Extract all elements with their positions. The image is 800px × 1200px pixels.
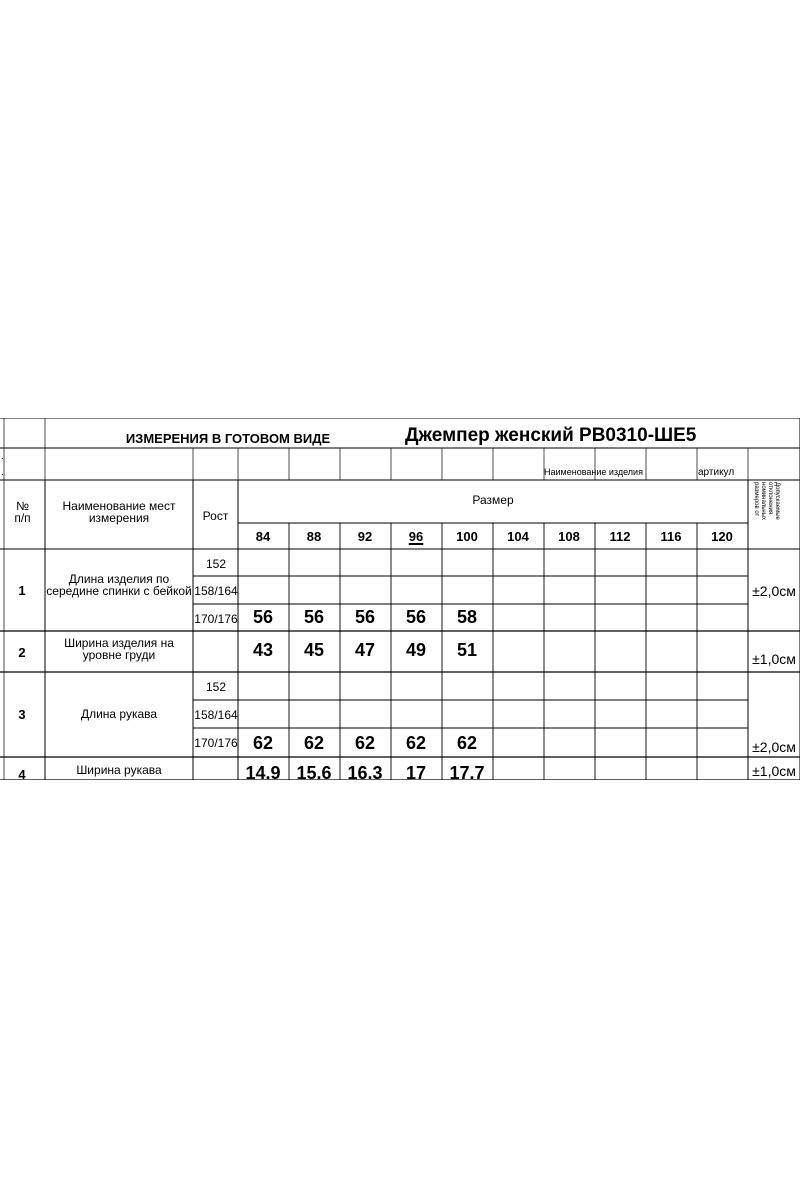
value-cell: 15.6 <box>296 763 332 780</box>
product-name-label: Наименование изделия <box>544 467 643 477</box>
sheet-caption: ИЗМЕРЕНИЯ В ГОТОВОМ ВИДЕ <box>125 431 331 446</box>
size-header-100: 100 <box>456 529 478 544</box>
value-cell: 62 <box>456 733 478 753</box>
value-cell: 49 <box>405 640 427 660</box>
value-cell: 62 <box>354 733 376 753</box>
size-header-112: 112 <box>609 529 631 544</box>
size-header-88: 88 <box>306 529 322 544</box>
dot-marker-1: . <box>1 451 4 461</box>
tolerance-cell: ±2,0см <box>752 583 796 599</box>
value-cell: 56 <box>354 607 376 627</box>
row-number: 3 <box>18 707 26 722</box>
value-cell: 14.9 <box>245 763 281 780</box>
height-cell: 152 <box>205 557 227 571</box>
value-cell: 47 <box>354 640 376 660</box>
size-header-84: 84 <box>255 529 271 544</box>
row-number: 2 <box>18 645 26 660</box>
product-title: Джемпер женский PB0310-ШЕ5 <box>405 425 697 446</box>
height-cell: 170/176 <box>194 736 238 750</box>
size-header-92: 92 <box>357 529 373 544</box>
tolerance-cell: ±2,0см <box>752 739 796 755</box>
row-number: 1 <box>18 583 26 598</box>
measurement-name: Длина рукава <box>80 707 158 721</box>
header-tolerance: Допускаемые отклонения номинальных размеров от <box>753 482 780 521</box>
header-height: Рост <box>202 509 229 523</box>
tolerance-cell: ±1,0см <box>752 651 796 667</box>
value-cell: 56 <box>303 607 325 627</box>
value-cell: 43 <box>252 640 274 660</box>
value-cell: 56 <box>252 607 274 627</box>
header-size: Размер <box>472 493 514 507</box>
table-grid <box>0 418 800 780</box>
row-number: 4 <box>18 767 26 780</box>
value-cell: 62 <box>303 733 325 753</box>
height-cell: 158/164 <box>194 584 238 598</box>
size-header-96: 96 <box>408 529 424 544</box>
size-header-108: 108 <box>558 529 580 544</box>
height-cell: 170/176 <box>194 612 238 626</box>
size-header-120: 120 <box>711 529 733 544</box>
header-number: № п/п <box>14 499 31 525</box>
value-cell: 17.7 <box>449 763 485 780</box>
size-header-116: 116 <box>660 529 682 544</box>
height-cell: 158/164 <box>194 708 238 722</box>
value-cell: 62 <box>252 733 274 753</box>
header-measure-name: Наименование мест измерения <box>62 499 176 525</box>
value-cell: 62 <box>405 733 427 753</box>
value-cell: 17 <box>405 763 427 780</box>
measurement-name: Ширина изделия на уровне груди <box>64 636 174 662</box>
dot-marker-2: . <box>1 467 4 477</box>
height-cell: 152 <box>205 680 227 694</box>
value-cell: 56 <box>405 607 427 627</box>
measurement-name: Ширина рукава <box>76 763 162 777</box>
value-cell: 45 <box>303 640 325 660</box>
size-header-104: 104 <box>507 529 529 544</box>
measurement-name: Длина изделия по середине спинки с бейкой <box>46 572 192 598</box>
value-cell: 16.3 <box>347 763 383 780</box>
tolerance-cell: ±1,0см <box>752 763 796 779</box>
article-label: артикул <box>698 467 735 478</box>
value-cell: 51 <box>456 640 478 660</box>
value-cell: 58 <box>456 607 478 627</box>
measurement-sheet <box>0 418 800 780</box>
